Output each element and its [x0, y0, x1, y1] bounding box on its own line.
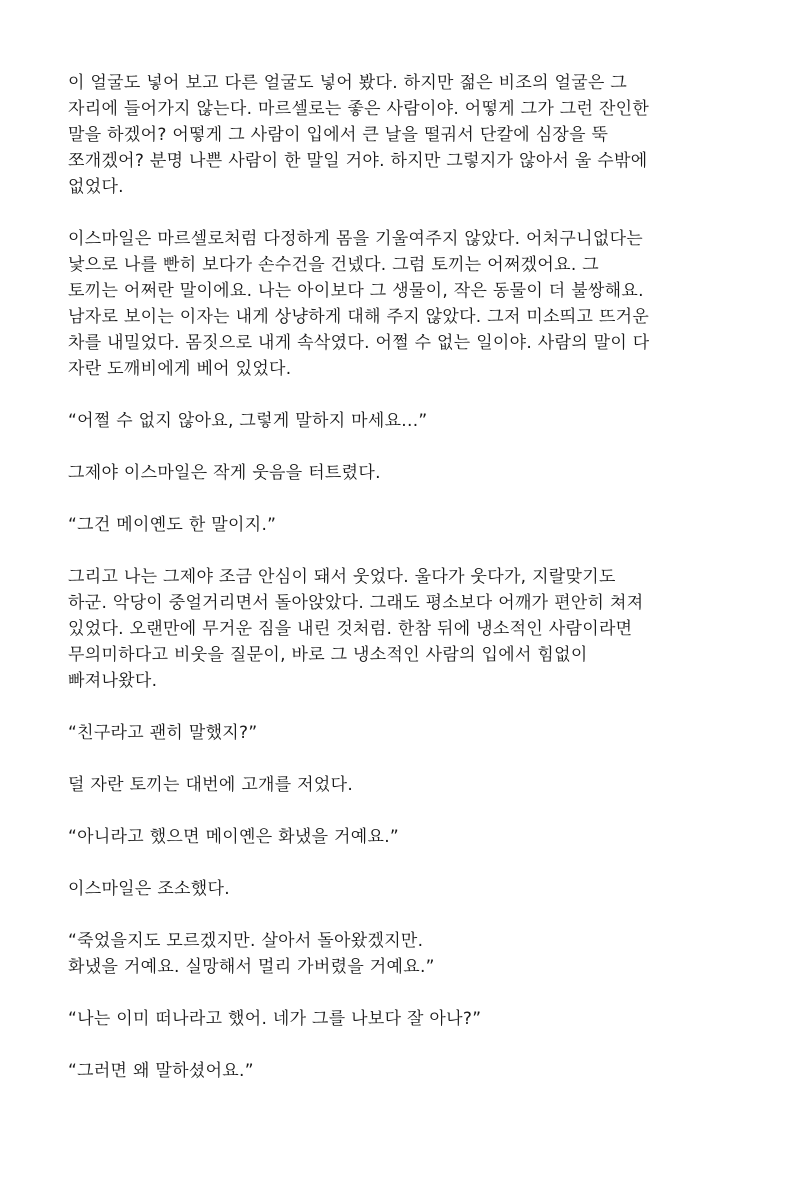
text-line: “죽었을지도 모르겠지만. 살아서 돌아왔겠지만.	[68, 931, 424, 951]
text-line: 자란 도깨비에게 베어 있었다.	[68, 359, 292, 379]
dialogue-paragraph	[68, 720, 758, 746]
text-line: 이 얼굴도 넣어 보고 다른 얼굴도 넣어 봤다. 하지만 젊은 비조의 얼굴은 그	[68, 73, 628, 93]
paragraph	[68, 876, 758, 902]
dialogue-paragraph	[68, 408, 758, 434]
text-line: 차를 내밀었다. 몸짓으로 내게 속삭였다. 어쩔 수 없는 일이야. 사람의 말이 다	[68, 333, 650, 353]
text-line: 덜 자란 토끼는 대번에 고개를 저었다.	[68, 775, 354, 795]
text-line: 낯으로 나를 빤히 보다가 손수건을 건넸다. 그럼 토끼는 어쩌겠어요. 그	[68, 255, 599, 275]
text-line: 남자로 보이는 이자는 내게 상냥하게 대해 주지 않았다. 그저 미소띄고 뜨거운	[68, 307, 650, 327]
text-line: “어쩔 수 없지 않아요, 그렇게 말하지 마세요...”	[68, 411, 428, 431]
text-line: “그러면 왜 말하셨어요.”	[68, 1061, 254, 1081]
text-line: “친구라고 괜히 말했지?”	[68, 723, 258, 743]
text-line: 자리에 들어가지 않는다. 마르셀로는 좋은 사람이야. 어떻게 그가 그런 잔인한	[68, 99, 650, 119]
text-line: 이스마일은 조소했다.	[68, 879, 230, 899]
text-line: 무의미하다고 비웃을 질문이, 바로 그 냉소적인 사람의 입에서 힘없이	[68, 645, 588, 665]
text-line: 있었다. 오랜만에 무거운 짐을 내린 것처럼. 한참 뒤에 냉소적인 사람이라면	[68, 619, 633, 639]
text-line: 하군. 악당이 중얼거리면서 돌아앉았다. 그래도 평소보다 어깨가 편안히 쳐져	[68, 593, 644, 613]
text-line: 쪼개겠어? 분명 나쁜 사람이 한 말일 거야. 하지만 그렇지가 않아서 울 수밖에	[68, 151, 648, 171]
text-line: “나는 이미 떠나라고 했어. 네가 그를 나보다 잘 아나?”	[68, 1009, 482, 1029]
text-line: 없었다.	[68, 177, 124, 197]
text-line: 그리고 나는 그제야 조금 안심이 돼서 웃었다. 울다가 웃다가, 지랄맞기도	[68, 567, 616, 587]
dialogue-paragraph	[68, 1006, 758, 1032]
dialogue-paragraph	[68, 512, 758, 538]
paragraph	[68, 564, 758, 694]
paragraph	[68, 70, 758, 200]
text-line: 이스마일은 마르셀로처럼 다정하게 몸을 기울여주지 않았다. 어처구니없다는	[68, 229, 644, 249]
text-line: “그건 메이옌도 한 말이지.”	[68, 515, 277, 535]
dialogue-paragraph	[68, 928, 758, 980]
text-line: “아니라고 했으면 메이옌은 화냈을 거예요.”	[68, 827, 400, 847]
text-line: 토끼는 어쩌란 말이에요. 나는 아이보다 그 생물이, 작은 동물이 더 불쌍해요.	[68, 281, 644, 301]
paragraph	[68, 772, 758, 798]
dialogue-paragraph	[68, 1058, 758, 1084]
paragraph	[68, 460, 758, 486]
text-line: 그제야 이스마일은 작게 웃음을 터트렸다.	[68, 463, 381, 483]
dialogue-paragraph	[68, 824, 758, 850]
paragraph	[68, 226, 758, 382]
document-page	[68, 70, 758, 1110]
text-line: 말을 하겠어? 어떻게 그 사람이 입에서 큰 날을 떨궈서 단칼에 심장을 뚝	[68, 125, 609, 145]
text-line: 빠져나왔다.	[68, 671, 158, 691]
text-line: 화냈을 거예요. 실망해서 멀리 가버렸을 거예요.”	[68, 957, 435, 977]
